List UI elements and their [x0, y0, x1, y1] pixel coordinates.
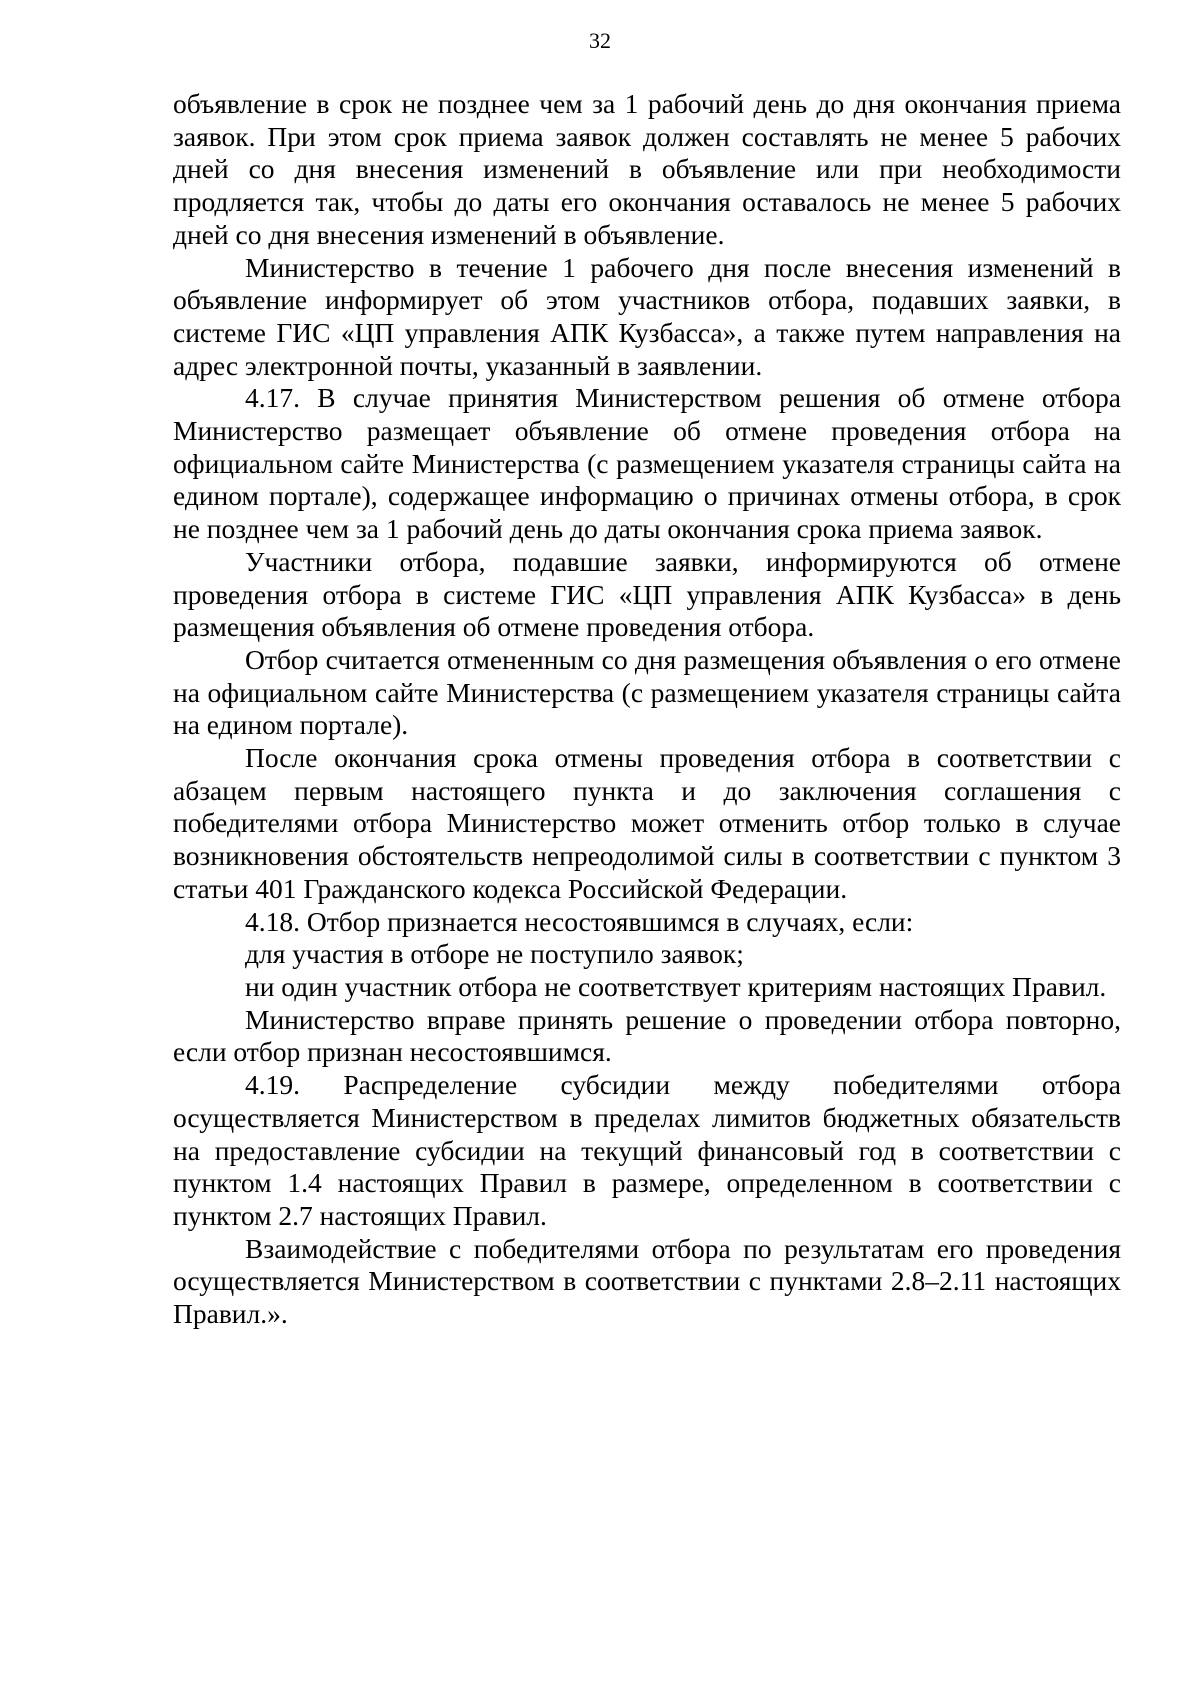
paragraph-interaction-with-winners: Взаимодействие с победителями отбора по результатам его проведения осуществляется Министерством в соответствии с пунктами 2.8–2.11 настоящих Правил.». [173, 1232, 1121, 1330]
paragraph-4-19: 4.19. Распределение субсидии между победителями отбора осуществляется Министерством в пределах лимитов бюджетных обязательств на предоставление субсидии на текущий финансовый год в соответствии с пунктом 1.4 настоящих Правил в размере, определенном в соответствии с пунктом 2.7 настоящих Правил. [173, 1069, 1121, 1231]
paragraph-selection-cancelled: Отбор считается отмененным со дня размещения объявления о его отмене на официальном сайте Министерства (с размещением указателя страницы сайта на едином портале). [173, 643, 1121, 741]
paragraph-after-cancellation-period: После окончания срока отмены проведения отбора в соответствии с абзацем первым настоящего пункта и до заключения соглашения с победителями отбора Министерство может отменить отбор только в случае возникновения обстоятельств непреодолимой силы в соответствии с пунктом 3 статьи 401 Гражданского кодекса Российской Федерации. [173, 742, 1121, 904]
paragraph-participants-informed: Участники отбора, подавшие заявки, информируются об отмене проведения отбора в системе ГИС «ЦП управления АПК Кузбасса» в день размещения объявления об отмене проведения отбора. [173, 545, 1121, 643]
paragraph-ministry-notification: Министерство в течение 1 рабочего дня после внесения изменений в объявление информирует об этом участников отбора, подавших заявки, в системе ГИС «ЦП управления АПК Кузбасса», а также путем направления на адрес электронной почты, указанный в заявлении. [173, 251, 1121, 381]
paragraph-4-18: 4.18. Отбор признается несостоявшимся в случаях, если: [245, 905, 914, 937]
paragraph-4-17: 4.17. В случае принятия Министерством решения об отмене отбора Министерство размещает объявление об отмене проведения отбора на официальном сайте Министерства (с размещением указателя страницы сайта на едином портале), содержащее информацию о причинах отмены отбора, в срок не позднее чем за 1 рабочий день до даты окончания срока приема заявок. [173, 382, 1121, 545]
paragraph-continuation: объявление в срок не позднее чем за 1 рабочий день до дня окончания приема заявок. При этом срок приема заявок должен составлять не менее 5 рабочих дней со дня внесения изменений в объявление или при необходимости продляется так, чтобы до даты его окончания оставалось не менее 5 рабочих дней со дня внесения изменений в объявление. [173, 88, 1121, 250]
paragraph-no-applications: для участия в отборе не поступило заявок; [245, 938, 744, 970]
page-number: 32 [589, 28, 611, 53]
paragraph-repeat-selection: Министерство вправе принять решение о проведении отбора повторно, если отбор признан несостоявшимся. [173, 1003, 1121, 1068]
document-body [173, 88, 1121, 1331]
paragraph-no-compliant-participant: ни один участник отбора не соответствует критериям настоящих Правил. [245, 970, 1107, 1002]
